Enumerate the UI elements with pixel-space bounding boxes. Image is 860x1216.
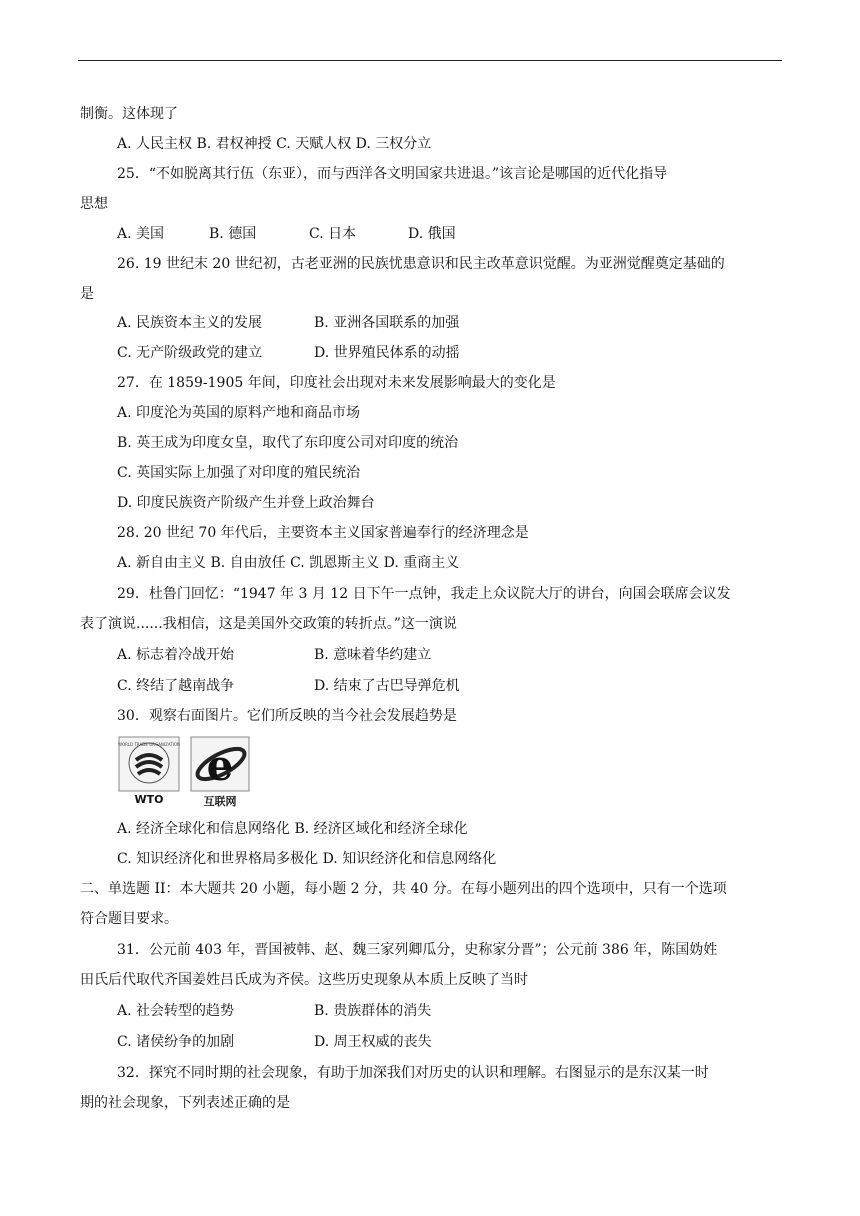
question-25: 25．“不如脱离其行伍（东亚），而与西洋各文明国家共进退。”该言论是哪国的近代化指导 xyxy=(117,166,668,182)
q25-option-b: B. 德国 xyxy=(209,226,257,242)
question-29: 29．杜鲁门回忆：“1947 年 3 月 12 日下午一点钟，我走上众议院大厅的讲台，向国会联席会议发 xyxy=(117,586,731,602)
q29-option-d: D. 结束了古巴导弹危机 xyxy=(314,678,460,694)
q31-option-b: B. 贵族群体的消失 xyxy=(314,1003,432,1019)
q30-options-1: A. 经济全球化和信息网络化 B. 经济区域化和经济全球化 xyxy=(117,821,468,837)
question-25-cont: 思想 xyxy=(80,196,108,212)
text-line: 制衡。这体现了 xyxy=(80,106,178,122)
q29-option-a: A. 标志着冷战开始 xyxy=(117,647,235,663)
question-32: 32．探究不同时期的社会现象，有助于加深我们对历史的认识和理解。右图显示的是东汉某一时 xyxy=(117,1065,709,1081)
question-26: 26. 19 世纪末 20 世纪初，古老亚洲的民族忧患意识和民主改革意识觉醒。为亚洲觉醒奠定基础的 xyxy=(117,256,725,272)
question-30: 30．观察右面图片。它们所反映的当今社会发展趋势是 xyxy=(117,708,457,724)
q28-options: A. 新自由主义 B. 自由放任 C. 凯恩斯主义 D. 重商主义 xyxy=(117,555,460,571)
section-2-heading: 二、单选题 II：本大题共 20 小题，每小题 2 分，共 40 分。在每小题列出的四个选项中，只有一个选项 xyxy=(80,881,727,897)
question-31: 31．公元前 403 年，晋国被韩、赵、魏三家列卿瓜分，史称家分晋”；公元前 386 年，陈国妫姓 xyxy=(117,942,718,958)
question-31-cont: 田氏后代取代齐国姜姓吕氏成为齐侯。这些历史现象从本质上反映了当时 xyxy=(80,972,528,988)
internet-logo-image xyxy=(190,736,250,792)
q27-option-a: A. 印度沦为英国的原料产地和商品市场 xyxy=(117,405,361,421)
q24-options: A. 人民主权 B. 君权神授 C. 天赋人权 D. 三权分立 xyxy=(117,136,432,152)
q31-option-d: D. 周王权威的丧失 xyxy=(314,1034,432,1050)
q26-option-c: C. 无产阶级政党的建立 xyxy=(117,345,263,361)
q25-option-a: A. 美国 xyxy=(117,226,165,242)
q27-option-c: C. 英国实际上加强了对印度的殖民统治 xyxy=(117,465,361,481)
wto-logo-image xyxy=(118,736,180,792)
question-28: 28. 20 世纪 70 年代后，主要资本主义国家普遍奉行的经济理念是 xyxy=(117,525,529,541)
q27-option-b: B. 英王成为印度女皇，取代了东印度公司对印度的统治 xyxy=(117,435,459,451)
q27-option-d: D. 印度民族资产阶级产生并登上政治舞台 xyxy=(117,495,375,511)
q31-option-a: A. 社会转型的趋势 xyxy=(117,1003,235,1019)
internet-e-glyph: e xyxy=(206,741,234,790)
section-2-heading-cont: 符合题目要求。 xyxy=(80,911,178,927)
q29-option-b: B. 意味着华约建立 xyxy=(314,647,432,663)
q31-option-c: C. 诸侯纷争的加剧 xyxy=(117,1034,235,1050)
question-29-cont: 表了演说......我相信，这是美国外交政策的转折点。”这一演说 xyxy=(80,616,457,632)
q26-option-b: B. 亚洲各国联系的加强 xyxy=(314,315,460,331)
q30-options-2: C. 知识经济化和世界格局多极化 D. 知识经济化和信息网络化 xyxy=(117,851,497,867)
question-26-cont: 是 xyxy=(80,286,94,302)
q29-option-c: C. 终结了越南战争 xyxy=(117,678,235,694)
header-rule xyxy=(78,60,782,61)
q25-option-d: D. 俄国 xyxy=(408,226,456,242)
q25-option-c: C. 日本 xyxy=(309,226,357,242)
wto-caption: WTO xyxy=(134,793,164,806)
q26-option-d: D. 世界殖民体系的动摇 xyxy=(314,345,460,361)
q26-option-a: A. 民族资本主义的发展 xyxy=(117,315,263,331)
wto-logo-text: WORLD TRADE ORGANIZATION xyxy=(118,742,180,747)
internet-caption: 互联网 xyxy=(203,795,237,808)
question-32-cont: 期的社会现象，下列表述正确的是 xyxy=(80,1095,290,1111)
question-27: 27．在 1859-1905 年间，印度社会出现对未来发展影响最大的变化是 xyxy=(117,375,556,391)
